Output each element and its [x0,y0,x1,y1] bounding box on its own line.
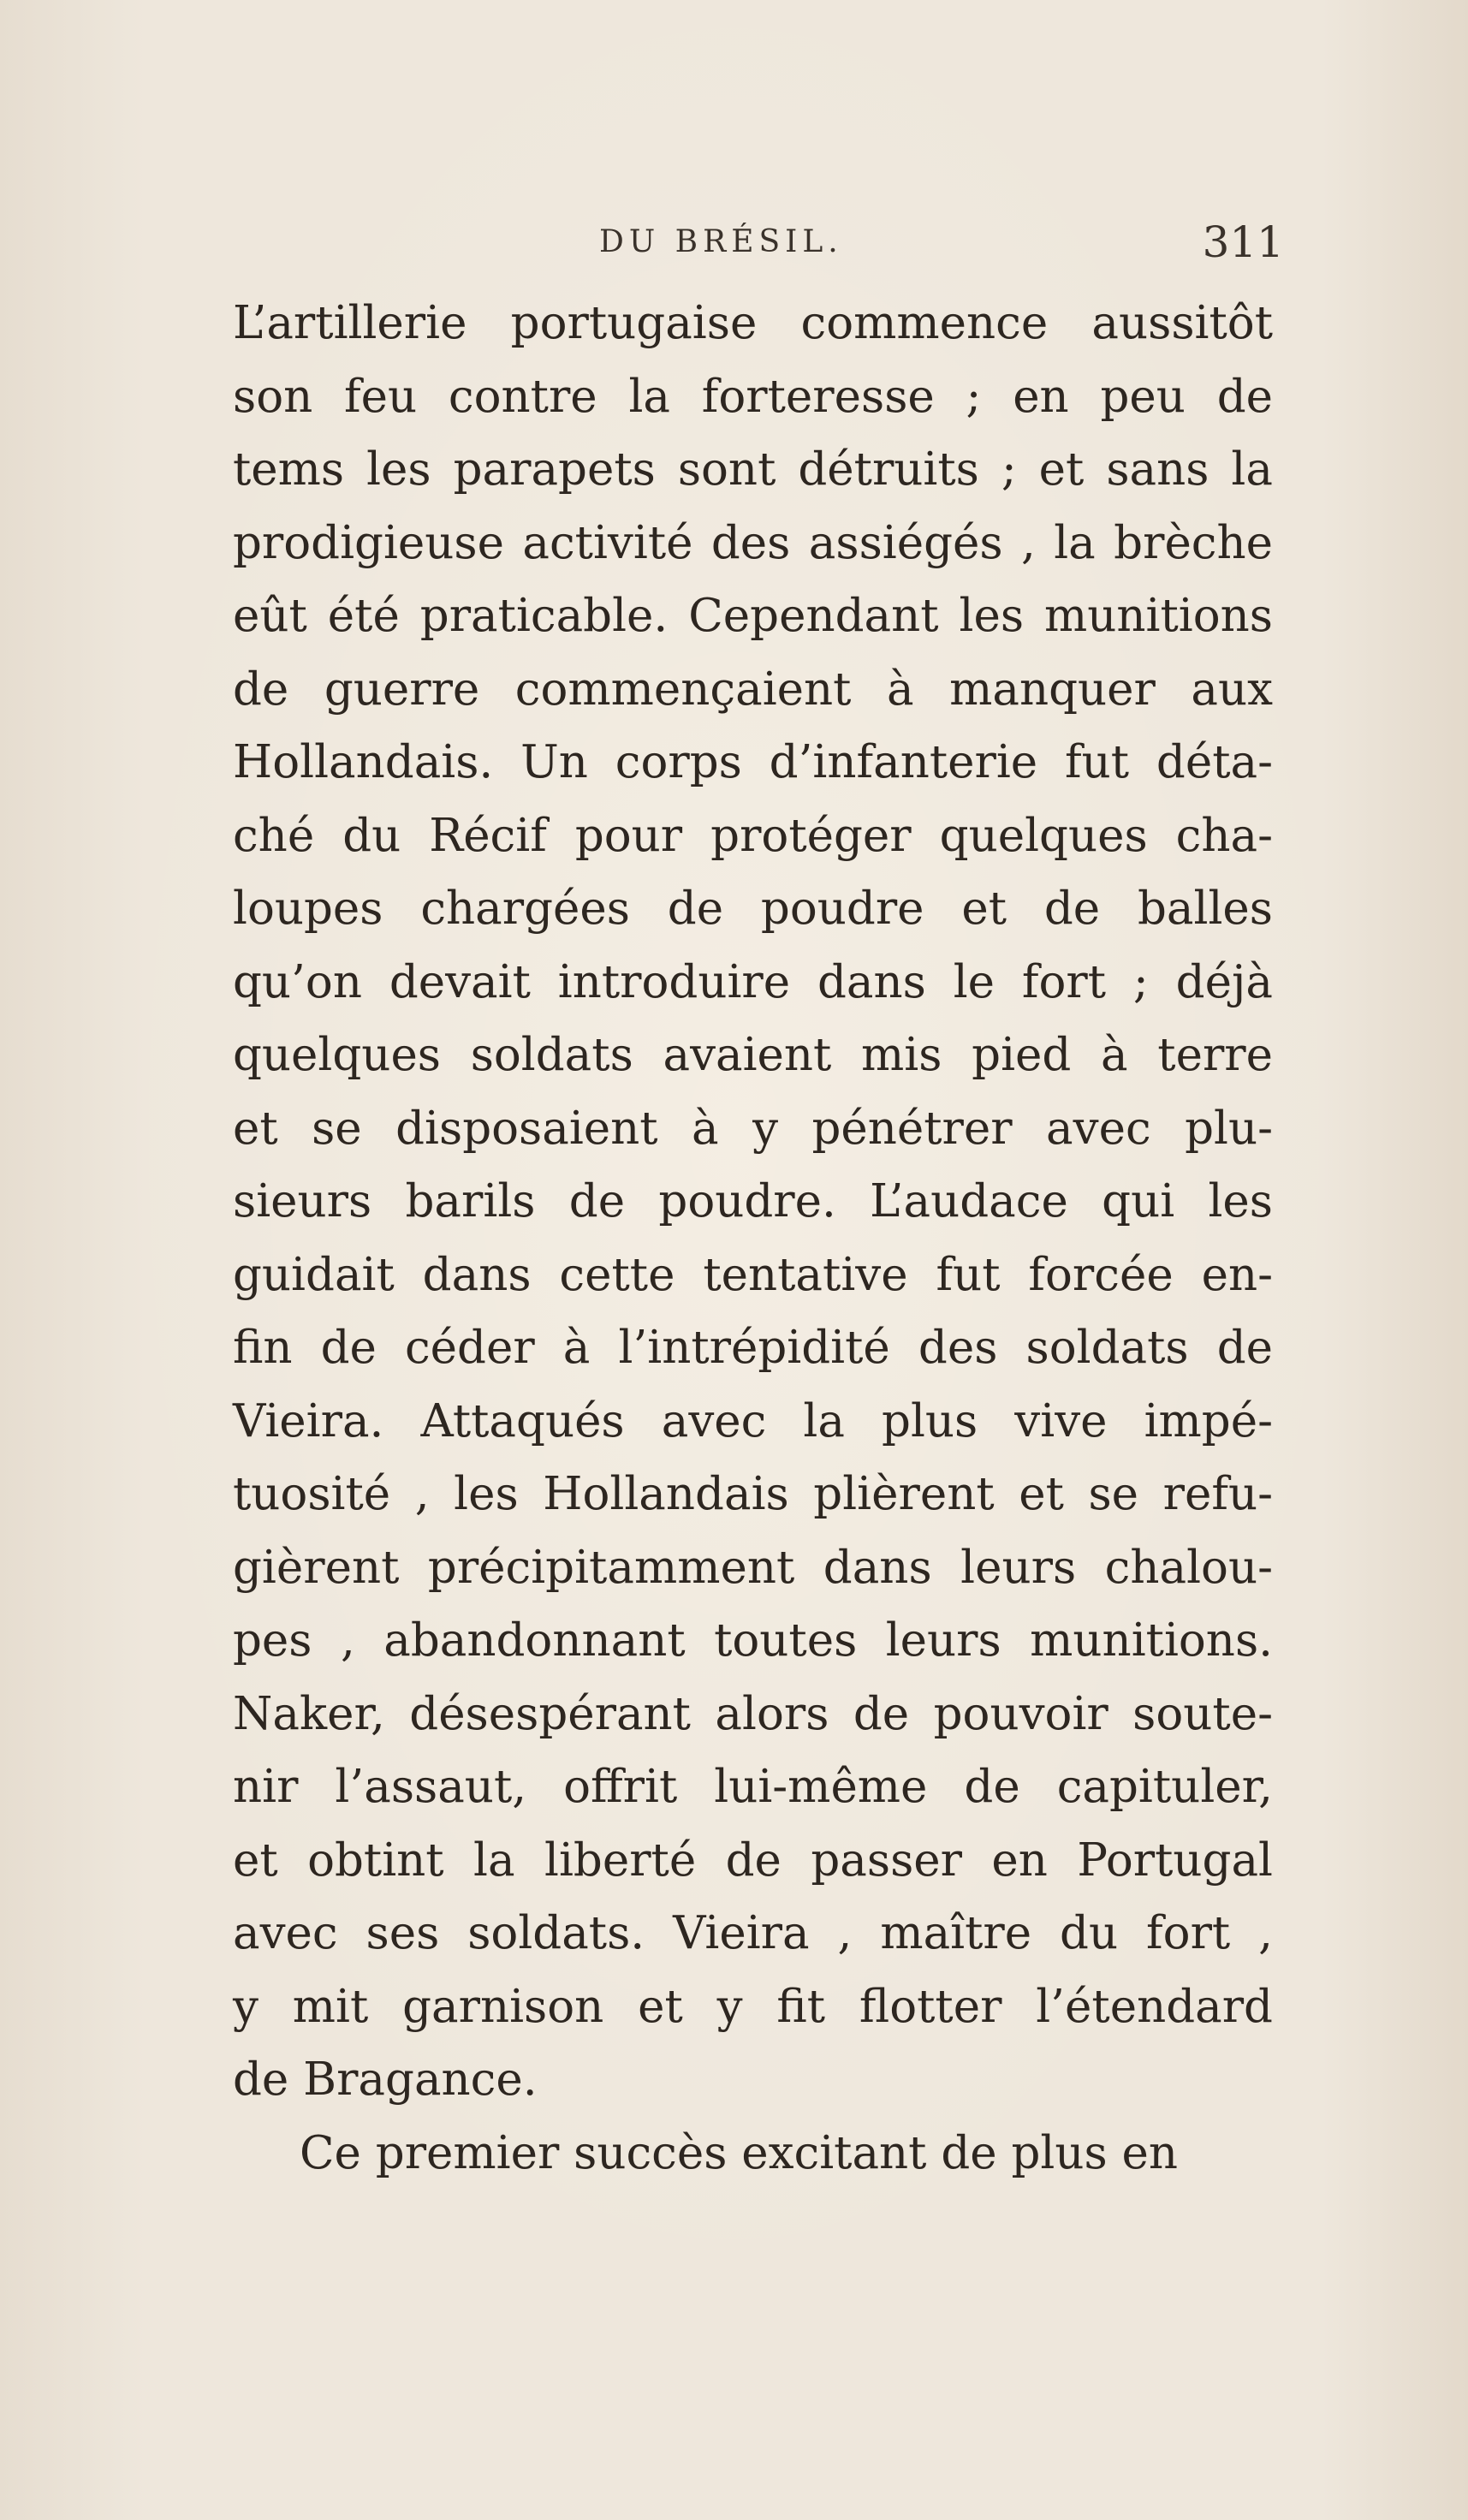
text-line: eût été praticable. Cependant les munitions [233,590,1273,642]
text-line: guidait dans cette tentative fut forcée en- [233,1248,1273,1301]
text-line: L’artillerie portugaise commence aussitôt [233,297,1273,349]
text-line: fin de céder à l’intrépidité des soldats de [233,1322,1273,1374]
running-head: DU BRÉSIL. [599,224,843,259]
text-line: Ce premier succès excitant de plus en [300,2126,1179,2179]
page-number: 311 [1202,217,1284,267]
text-line: pes , abandonnant toutes leurs munitions. [233,1614,1273,1667]
text-line: et se disposaient à y pénétrer avec plu- [233,1102,1273,1155]
text-line: Naker, désespérant alors de pouvoir soute- [233,1687,1273,1740]
text-line: sieurs barils de poudre. L’audace qui les [233,1175,1273,1227]
text-line: Vieira. Attaqués avec la plus vive impé- [233,1394,1273,1447]
text-line: tems les parapets sont détruits ; et sans la [233,443,1273,496]
text-line: de Bragance. [233,2053,538,2106]
text-line: avec ses soldats. Vieira , maître du fort , [233,1907,1273,1959]
text-line: quelques soldats avaient mis pied à terre [233,1029,1273,1081]
text-line: de guerre commençaient à manquer aux [233,663,1273,716]
text-line: prodigieuse activité des assiégés , la brèche [233,516,1273,569]
text-line: y mit garnison et y fit flotter l’étendard [233,1980,1273,2033]
text-line: loupes chargées de poudre et de balles [233,883,1273,935]
page-header [599,217,1284,276]
text-line: ché du Récif pour protéger quelques cha- [233,809,1273,862]
text-line: son feu contre la forteresse ; en peu de [233,370,1273,423]
text-line: gièrent précipitamment dans leurs chalou- [233,1541,1273,1594]
text-line: Hollandais. Un corps d’infanterie fut déta- [233,736,1273,788]
text-line: tuosité , les Hollandais plièrent et se refu- [233,1468,1273,1520]
body-text [233,287,1273,2190]
text-line: qu’on devait introduire dans le fort ; déjà [233,955,1273,1008]
text-line: nir l’assaut, offrit lui-même de capituler, [233,1761,1273,1813]
text-line: et obtint la liberté de passer en Portugal [233,1834,1273,1887]
